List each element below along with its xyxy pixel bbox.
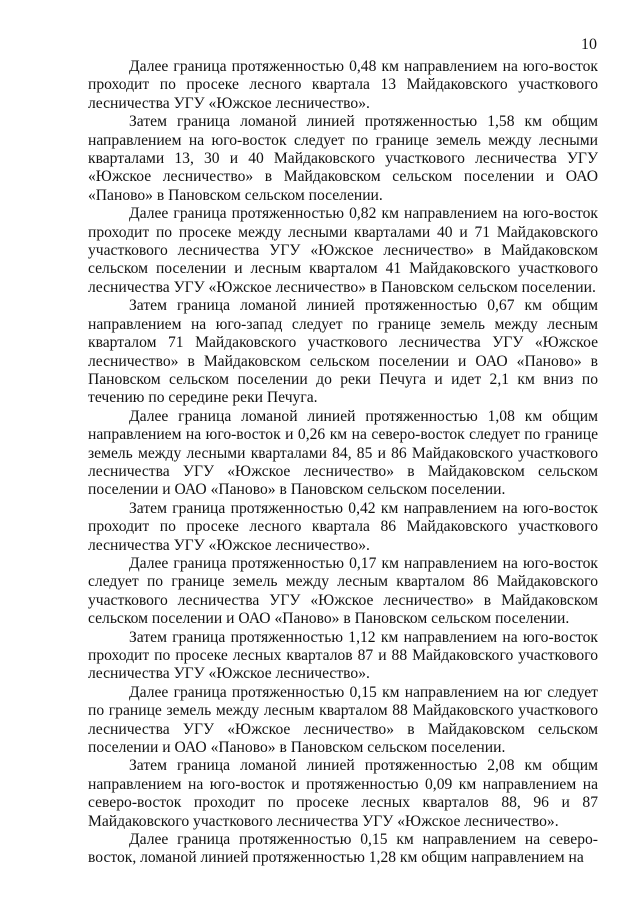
paragraph: Затем граница ломаной линией протяженностью 2,08 км общим направлением на юго-восток и протяженностью 0,09 км направлением на северо-восток проходит по просеке лесных кварталов 88, 96 и 87 Майдаковского участкового лесничества УГУ «Южское лесничество». <box>88 757 598 830</box>
paragraph: Далее граница протяженностью 0,15 км направлением на юг следует по границе земель между лесным кварталом 88 Майдаковского участкового лесничества УГУ «Южское лесничество» в Майдаковском сельском поселении и ОАО «Паново» в Пановском сельском поселении. <box>88 683 598 757</box>
page-number: 10 <box>581 36 597 53</box>
document-body <box>88 58 598 868</box>
paragraph: Далее граница протяженностью 0,15 км направлением на северо-восток, ломаной линией протяженностью 1,28 км общим направлением на <box>88 831 598 867</box>
paragraph: Затем граница протяженностью 0,42 км направлением на юго-восток проходит по просеке лесного квартала 86 Майдаковского участкового лесничества УГУ «Южское лесничество». <box>88 499 598 554</box>
paragraph: Далее граница протяженностью 0,82 км направлением на юго-восток проходит по просеке между лесными кварталами 40 и 71 Майдаковского участкового лесничества УГУ «Южское лесничество» в Майдаковском сельском поселении и лесным кварталом 41 Майдаковского участкового лесничества УГУ «Южское лесничество» в Пановском сельском поселении. <box>88 205 598 296</box>
paragraph: Затем граница протяженностью 1,12 км направлением на юго-восток проходит по просеке лесных кварталов 87 и 88 Майдаковского участкового лесничества УГУ «Южское лесничество». <box>88 628 598 683</box>
paragraph: Далее граница протяженностью 0,48 км направлением на юго-восток проходит по просеке лесного квартала 13 Майдаковского участкового лесничества УГУ «Южское лесничество». <box>88 58 598 112</box>
paragraph: Затем граница ломаной линией протяженностью 1,58 км общим направлением на юго-восток следует по границе земель между лесными кварталами 13, 30 и 40 Майдаковского участкового лесничества УГУ «Южское лесничество» в Майдаковском сельском поселении и ОАО «Паново» в Пановском сельском поселении. <box>88 113 598 204</box>
paragraph: Затем граница ломаной линией протяженностью 0,67 км общим направлением на юго-запад следует по границе земель между лесным кварталом 71 Майдаковского участкового лесничества УГУ «Южское лесничество» в Майдаковском сельском поселении и ОАО «Паново» в Пановском сельском поселении до реки Печуга и идет 2,1 км вниз по течению по середине реки Печуга. <box>88 297 598 407</box>
paragraph: Далее граница протяженностью 0,17 км направлением на юго-восток следует по границе земель между лесным кварталом 86 Майдаковского участкового лесничества УГУ «Южское лесничество» в Майдаковском сельском поселении и ОАО «Паново» в Пановском сельском поселении. <box>88 554 598 628</box>
paragraph: Далее граница ломаной линией протяженностью 1,08 км общим направлением на юго-восток и 0,26 км на северо-восток следует по границе земель между лесными кварталами 84, 85 и 86 Майдаковского участкового лесничества УГУ «Южское лесничество» в Майдаковском сельском поселении и ОАО «Паново» в Пановском сельском поселении. <box>88 407 598 499</box>
